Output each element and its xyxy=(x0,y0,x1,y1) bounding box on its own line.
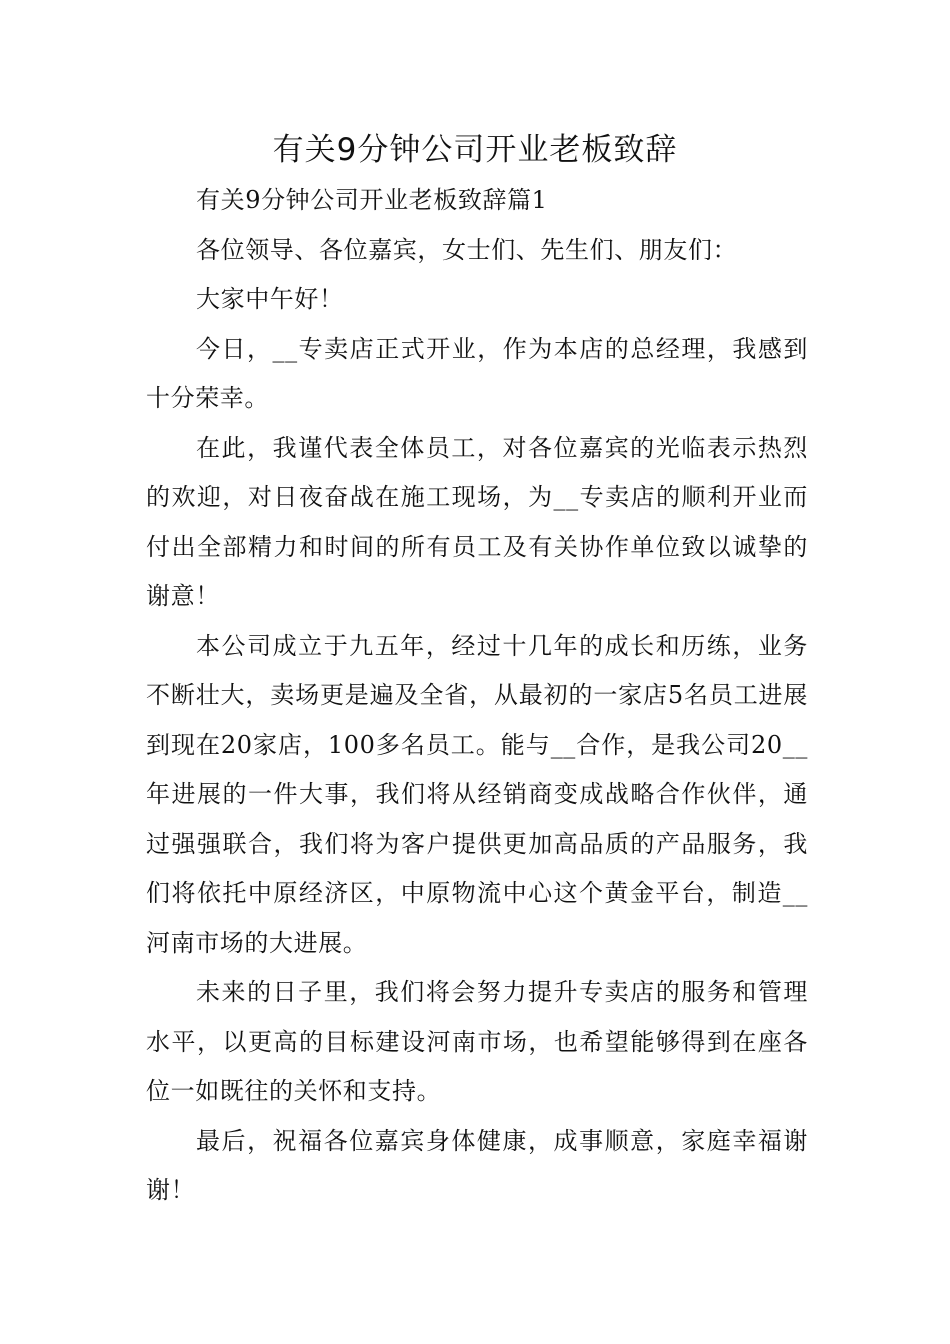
document-title: 有关9分钟公司开业老板致辞 xyxy=(272,132,678,168)
body-paragraph: 未来的日子里，我们将会努力提升专卖店的服务和管理水平，以更高的目标建设河南市场，也希望能够得到在座各位一如既往的关怀和支持。 xyxy=(146,978,808,1105)
greeting-paragraph: 大家中午好！ xyxy=(196,285,344,313)
body-paragraph: 本公司成立于九五年，经过十几年的成长和历练，业务不断壮大，卖场更是遍及全省，从最初的一家店5名员工进展到现在20家店，100多名员工。能与__合作，是我公司20__年进展的一件大事，我们将从经销商变成战略合作伙伴，通过强强联合，我们将为客户提供更加高品质的产品服务，我们将依托中原经济区，中原物流中心这个黄金平台，制造__河南市场的大进展。 xyxy=(146,631,808,957)
document-body xyxy=(146,176,808,1216)
subtitle-paragraph: 有关9分钟公司开业老板致辞篇1 xyxy=(196,186,548,214)
body-paragraph: 在此，我谨代表全体员工，对各位嘉宾的光临表示热烈的欢迎，对日夜奋战在施工现场，为__专卖店的顺利开业而付出全部精力和时间的所有员工及有关协作单位致以诚挚的谢意！ xyxy=(146,433,808,610)
body-paragraph: 今日，__专卖店正式开业，作为本店的总经理，我感到十分荣幸。 xyxy=(146,334,808,412)
salutation-paragraph: 各位领导、各位嘉宾，女士们、先生们、朋友们： xyxy=(196,235,738,264)
closing-paragraph: 最后，祝福各位嘉宾身体健康，成事顺意，家庭幸福谢谢！ xyxy=(146,1126,808,1204)
